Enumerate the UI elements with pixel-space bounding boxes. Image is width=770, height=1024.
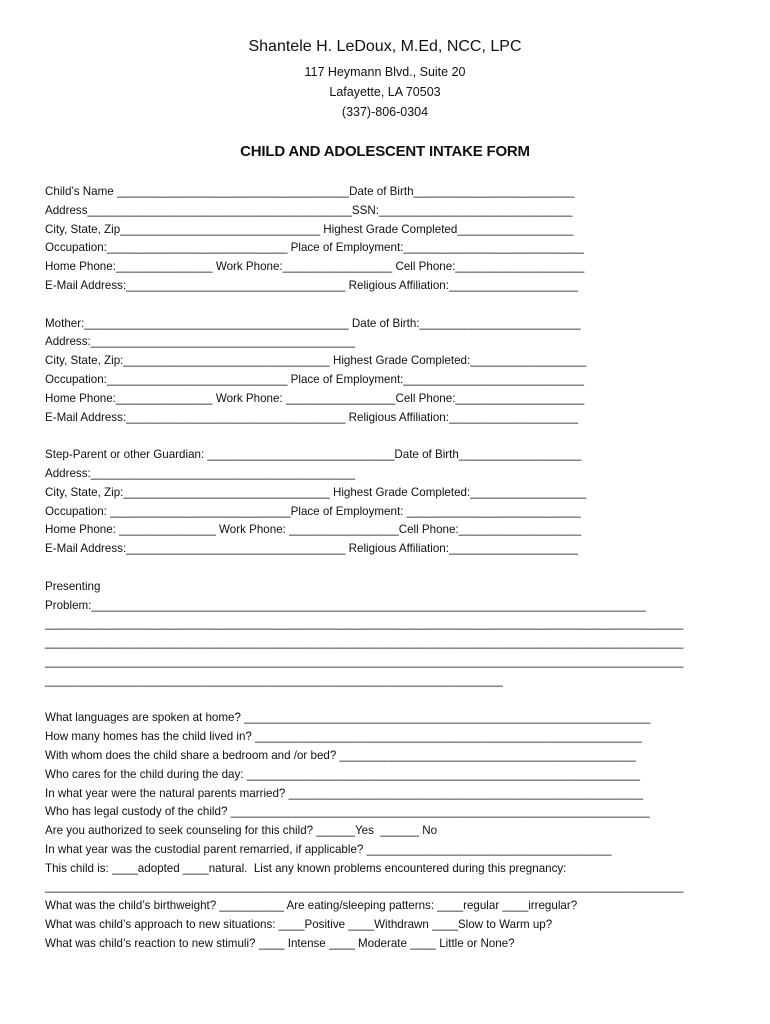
question-bedroom: With whom does the child share a bedroom and /or bed? ______________________________________________ [45, 748, 637, 762]
child-email-line: E-Mail Address:__________________________________ Religious Affiliation:____________________ [45, 278, 578, 292]
letterhead [0, 36, 770, 122]
form-title: CHILD AND ADOLESCENT INTAKE FORM [240, 143, 530, 160]
mother-email-line: E-Mail Address:__________________________________ Religious Affiliation:____________________ [45, 410, 578, 424]
child-address-line: Address_________________________________________SSN:______________________________ [45, 203, 573, 217]
question-custody: Who has legal custody of the child? _________________________________________________________________ [45, 805, 650, 819]
form-body [45, 183, 745, 954]
child-phone-line: Home Phone:_______________ Work Phone:_________________ Cell Phone:____________________ [45, 260, 585, 274]
guardian-phone-line: Home Phone: _______________ Work Phone: _________________Cell Phone:___________________ [45, 523, 582, 537]
guardian-info-section [45, 446, 745, 559]
pregnancy-blank-line: ___________________________________________________________________________________________________ [45, 880, 684, 894]
question-stimuli: What was child’s reaction to new stimuli? ____ Intense ____ Moderate ____ Little or None? [45, 936, 515, 950]
presenting-label: Presenting [45, 579, 101, 593]
problem-blank-line: ___________________________________________________________________________________________________ [45, 636, 684, 650]
question-languages: What languages are spoken at home? _______________________________________________________________ [45, 711, 651, 725]
question-remarried: In what year was the custodial parent remarried, if applicable? ______________________________________ [45, 842, 612, 856]
presenting-problem-section [45, 578, 745, 691]
questions-section [45, 709, 745, 953]
child-occupation-line: Occupation:____________________________ Place of Employment:____________________________ [45, 241, 584, 255]
question-adoption: This child is: ____adopted ____natural. List any known problems encountered during this pregnancy: [45, 861, 567, 875]
child-city-line: City, State, Zip_______________________________ Highest Grade Completed__________________ [45, 222, 574, 236]
question-marriage-year: In what year were the natural parents married? _______________________________________________________ [45, 786, 644, 800]
mother-address-line: Address:_________________________________________ [45, 335, 356, 349]
question-caregiver: Who cares for the child during the day: _____________________________________________________________ [45, 767, 641, 781]
street-address: 117 Heymann Blvd., Suite 20 [304, 65, 466, 79]
mother-info-section [45, 315, 745, 428]
guardian-city-line: City, State, Zip:________________________________ Highest Grade Completed:__________________ [45, 485, 587, 499]
mother-city-line: City, State, Zip:________________________________ Highest Grade Completed:__________________ [45, 354, 587, 368]
question-birthweight: What was the child’s birthweight? __________ Are eating/sleeping patterns: ____regular ____irregular? [45, 899, 578, 913]
mother-occupation-line: Occupation:____________________________ Place of Employment:____________________________ [45, 372, 584, 386]
phone-number: (337)-806-0304 [341, 105, 429, 119]
mother-name-line: Mother:_________________________________________ Date of Birth:_________________________ [45, 316, 581, 330]
guardian-email-line: E-Mail Address:__________________________________ Religious Affiliation:____________________ [45, 542, 578, 556]
question-authorization: Are you authorized to seek counseling for this child? ______Yes ______ No [45, 824, 438, 838]
guardian-address-line: Address:_________________________________________ [45, 466, 356, 480]
problem-blank-line: ___________________________________________________________________________________________________ [45, 617, 684, 631]
problem-blank-line: _______________________________________________________________________ [45, 673, 503, 687]
counselor-name: Shantele H. LeDoux, M.Ed, NCC, LPC [248, 38, 522, 55]
child-name-line: Child’s Name ____________________________________Date of Birth_________________________ [45, 185, 575, 198]
child-info-section [45, 183, 745, 296]
guardian-occupation-line: Occupation: ____________________________Place of Employment: ___________________________ [45, 504, 581, 518]
guardian-name-line: Step-Parent or other Guardian: _____________________________Date of Birth___________________ [45, 448, 582, 462]
question-homes: How many homes has the child lived in? ____________________________________________________________ [45, 730, 642, 744]
city-state-zip: Lafayette, LA 70503 [329, 85, 441, 99]
mother-phone-line: Home Phone:_______________ Work Phone: _________________Cell Phone:____________________ [45, 391, 585, 405]
question-new-situations: What was child’s approach to new situations: ____Positive ____Withdrawn ____Slow to Warm up? [45, 918, 553, 932]
problem-blank-line: ___________________________________________________________________________________________________ [45, 654, 684, 668]
problem-line: Problem:______________________________________________________________________________________ [45, 598, 646, 612]
